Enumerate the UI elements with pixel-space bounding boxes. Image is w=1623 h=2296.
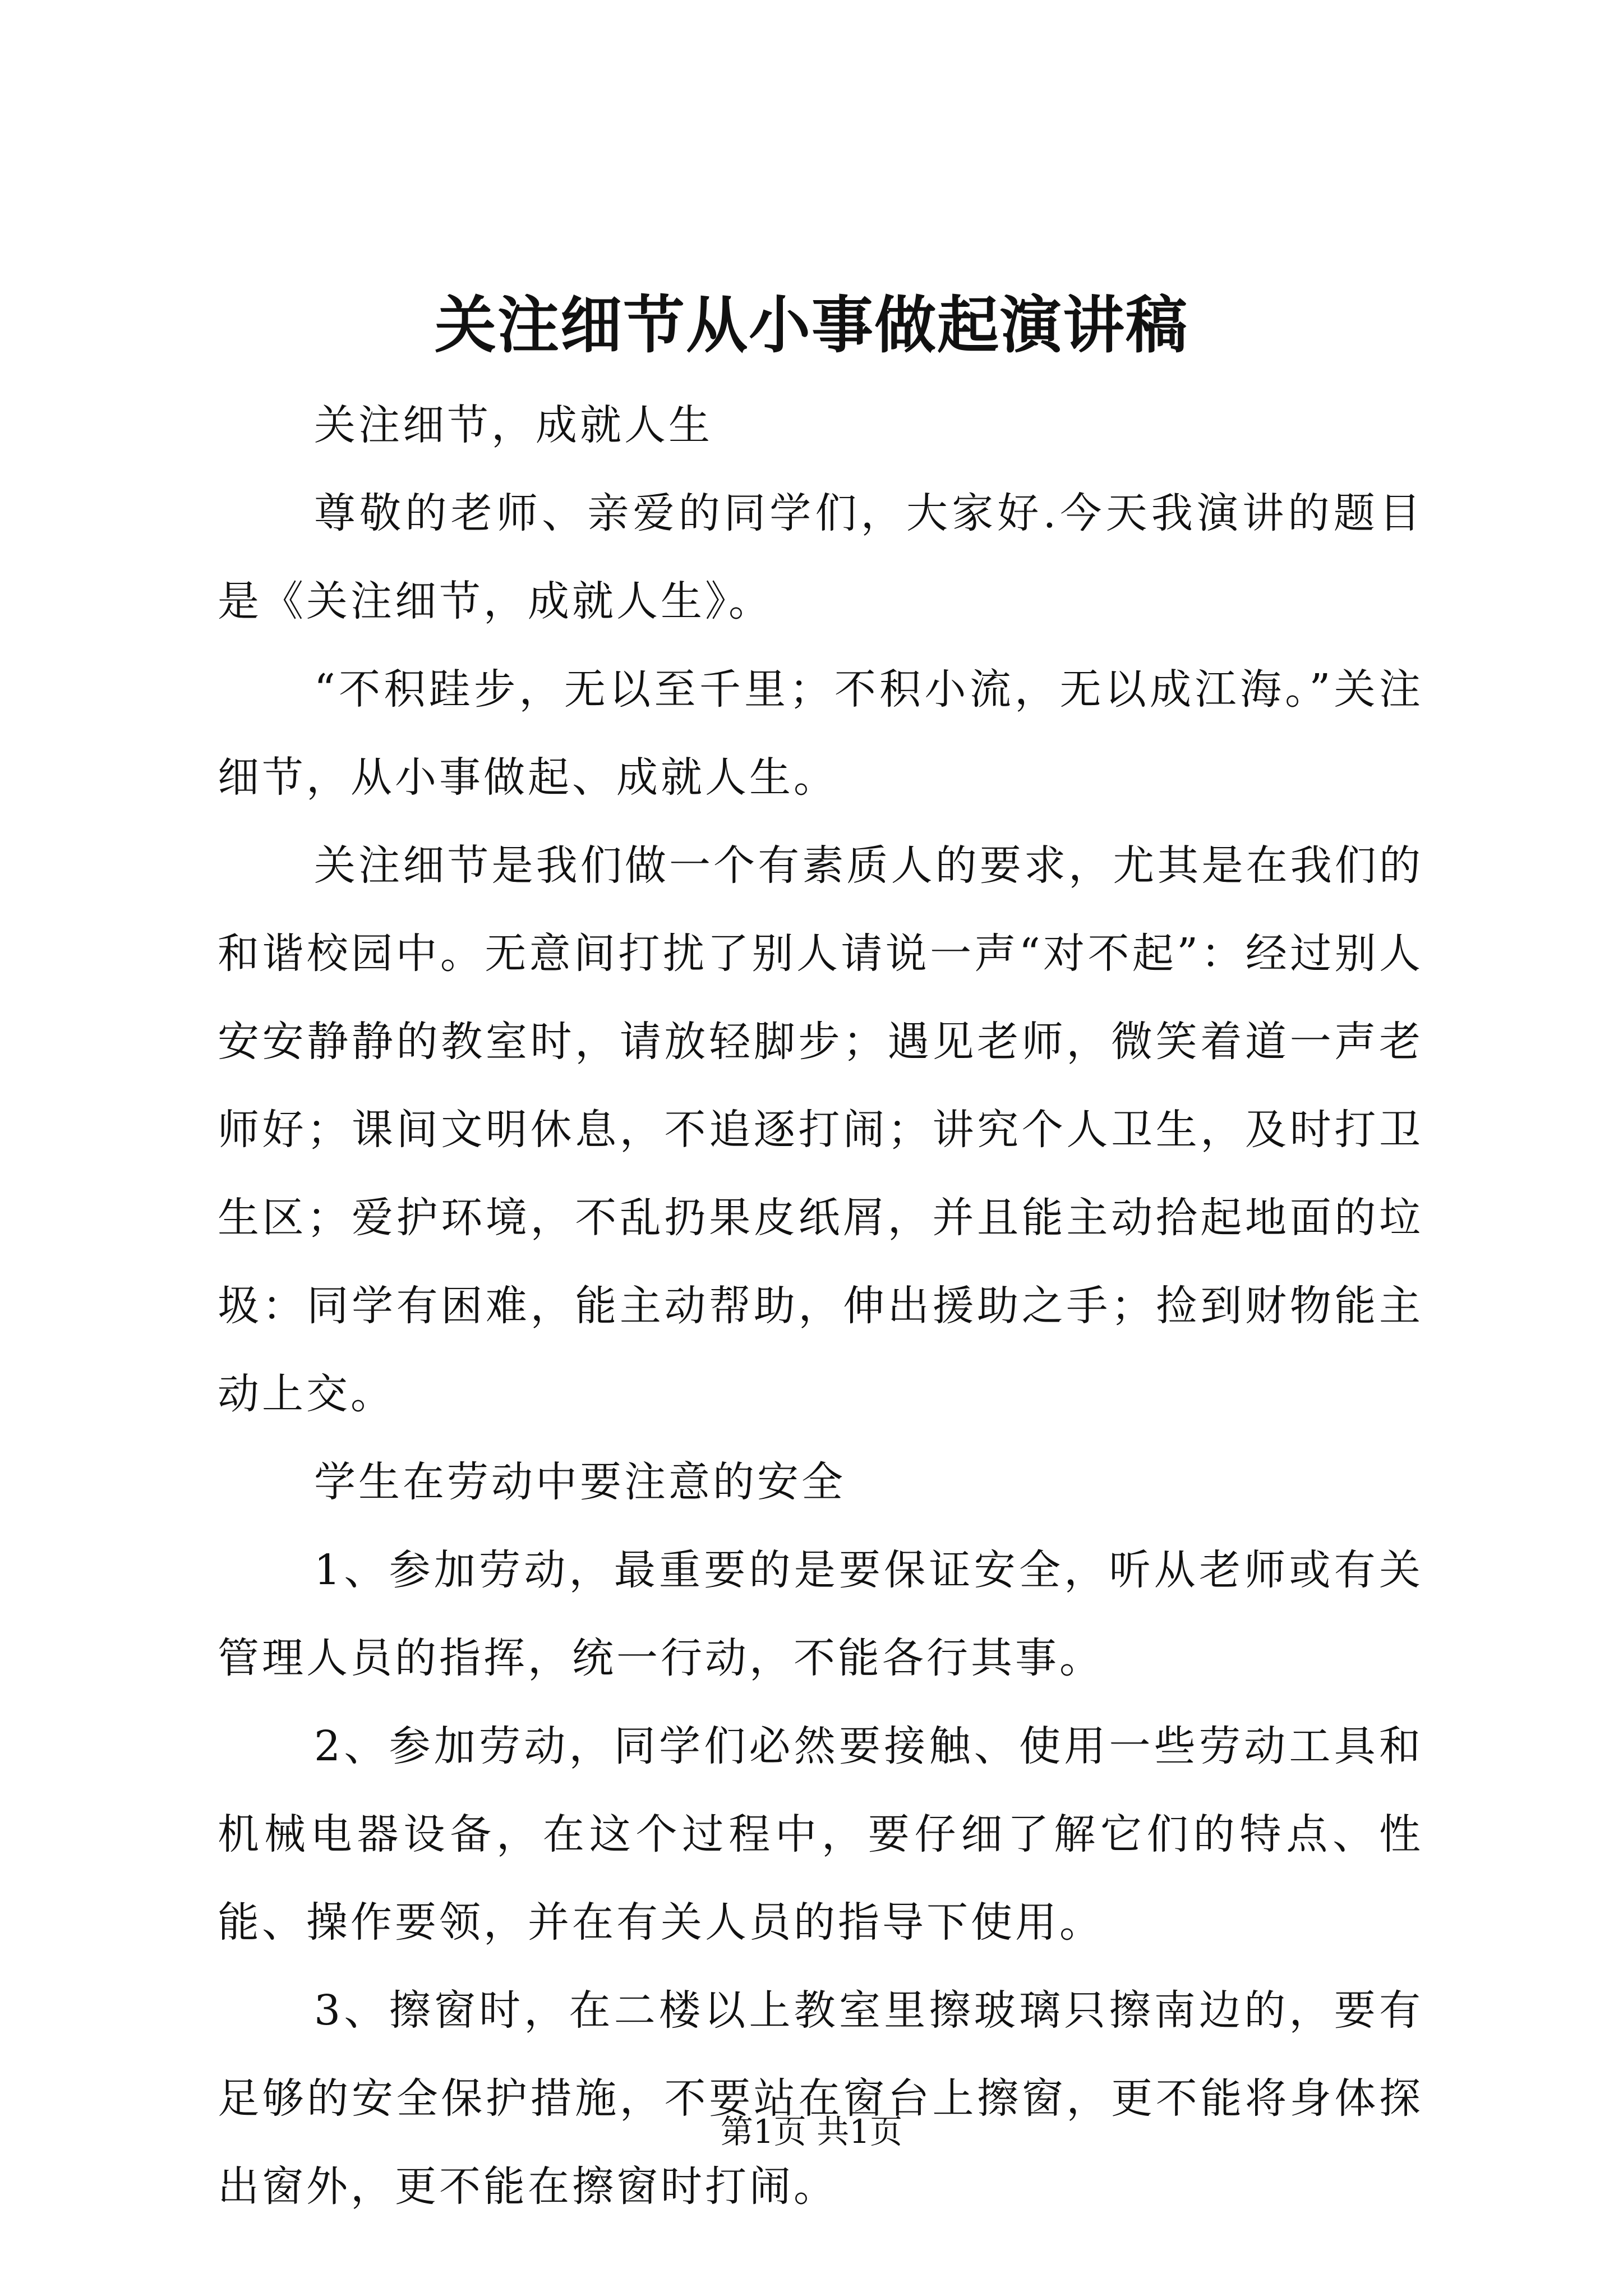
safety-item-3: 3、擦窗时，在二楼以上教室里擦玻璃只擦南边的，要有足够的安全保护措施，不要站在窗台上擦窗，更不能将身体探出窗外，更不能在擦窗时打闹。 xyxy=(218,1986,1423,2211)
section-heading: 学生在劳动中要注意的安全 xyxy=(314,1458,846,1506)
greeting-paragraph: 尊敬的老师、亲爱的同学们，大家好.今天我演讲的题目是《关注细节，成就人生》。 xyxy=(218,489,1423,625)
quote-paragraph: “不积跬步，无以至千里；不积小流，无以成江海。”关注细节，从小事做起、成就人生。 xyxy=(218,665,1423,802)
details-paragraph: 关注细节是我们做一个有素质人的要求，尤其是在我们的和谐校园中。无意间打扰了别人请说一声“对不起”：经过别人安安静静的教室时，请放轻脚步；遇见老师，微笑着道一声老师好；课间文明休息，不追逐打闹；讲究个人卫生，及时打卫生区；爱护环境，不乱扔果皮纸屑，并且能主动拾起地面的垃圾：同学有困难，能主动帮助，伸出援助之手；捡到财物能主动上交。 xyxy=(218,841,1423,1418)
safety-item-2: 2、参加劳动，同学们必然要接触、使用一些劳动工具和机械电器设备，在这个过程中，要仔细了解它们的特点、性能、操作要领，并在有关人员的指导下使用。 xyxy=(218,1722,1423,1947)
safety-item-1: 1、参加劳动，最重要的是要保证安全，听从老师或有关管理人员的指挥，统一行动，不能各行其事。 xyxy=(218,1546,1423,1682)
subtitle-paragraph: 关注细节，成就人生 xyxy=(314,401,713,449)
document-title: 关注细节从小事做起演讲稿 xyxy=(435,289,1188,361)
document-body xyxy=(218,381,1423,2231)
page-footer: 第1页 共1页 xyxy=(720,2113,903,2151)
